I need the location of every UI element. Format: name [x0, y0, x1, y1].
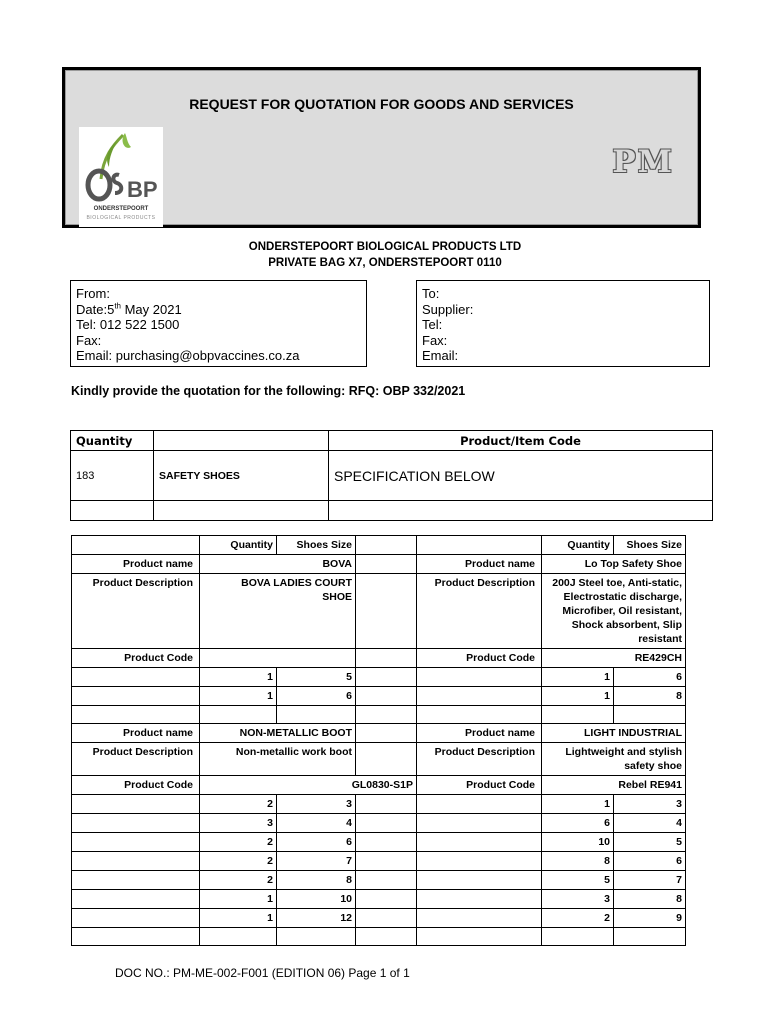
empty-cell [417, 536, 542, 555]
empty-cell [356, 795, 417, 814]
logo-subtitle: ONDERSTEPOORT [93, 206, 149, 212]
empty-cell [417, 852, 542, 871]
empty-cell [72, 706, 200, 724]
from-tel: Tel: 012 522 1500 [76, 317, 180, 332]
size-cell: 4 [277, 814, 356, 833]
empty-cell [356, 890, 417, 909]
product-code [200, 649, 356, 668]
empty-cell [72, 795, 200, 814]
quantity-cell: 3 [542, 890, 614, 909]
size-cell: 7 [614, 871, 686, 890]
product-name: Lo Top Safety Shoe [542, 555, 686, 574]
quantity-cell: 1 [542, 795, 614, 814]
empty-cell [356, 536, 417, 555]
empty-cell [356, 668, 417, 687]
product-name: NON-METALLIC BOOT [200, 724, 356, 743]
size-cell: 9 [614, 909, 686, 928]
quantity-cell: 1 [200, 668, 277, 687]
item-quantity: 183 [71, 451, 154, 501]
size-cell: 6 [277, 687, 356, 706]
document-footer: DOC NO.: PM-ME-002-F001 (EDITION 06) Page 1 of 1 [115, 966, 410, 980]
empty-cell [72, 928, 200, 946]
empty-cell [356, 852, 417, 871]
quantity-cell: 2 [200, 833, 277, 852]
col-quantity-header: Quantity [71, 431, 154, 451]
from-box [70, 280, 367, 367]
empty-cell [356, 555, 417, 574]
product-code: Rebel RE941 [542, 776, 686, 795]
product-name: BOVA [200, 555, 356, 574]
spec-table [71, 535, 686, 946]
size-cell: 8 [614, 687, 686, 706]
product-name-label: Product name [72, 724, 200, 743]
size-cell: 6 [277, 833, 356, 852]
obp-logo-graphic [79, 127, 163, 205]
col-size-header: Shoes Size [614, 536, 686, 555]
quantity-cell: 2 [200, 871, 277, 890]
size-cell: 5 [277, 668, 356, 687]
from-fax: Fax: [76, 332, 102, 348]
logo-subtitle-2: BIOLOGICAL PRODUCTS [86, 215, 156, 221]
to-label: To: [422, 286, 440, 301]
size-cell: 6 [614, 852, 686, 871]
empty-cell [356, 724, 417, 743]
size-cell: 8 [277, 871, 356, 890]
product-name-label: Product name [417, 724, 542, 743]
product-code-label: Product Code [72, 776, 200, 795]
quantity-cell: 5 [542, 871, 614, 890]
empty-cell [417, 833, 542, 852]
to-tel: Tel: [422, 317, 443, 332]
quantity-cell: 1 [542, 668, 614, 687]
request-line: Kindly provide the quotation for the following: RFQ: OBP 332/2021 [71, 384, 466, 398]
empty-cell [417, 706, 542, 724]
empty-cell [72, 890, 200, 909]
quantity-cell: 10 [542, 833, 614, 852]
empty-cell [614, 706, 686, 724]
empty-cell [542, 706, 614, 724]
product-description-label: Product Description [417, 743, 542, 776]
document-header [62, 67, 701, 228]
size-cell: 4 [614, 814, 686, 833]
quantity-cell: 2 [200, 852, 277, 871]
empty-cell [417, 795, 542, 814]
item-spec: SPECIFICATION BELOW [329, 451, 713, 501]
empty-cell [277, 706, 356, 724]
product-code: RE429CH [542, 649, 686, 668]
empty-cell [277, 928, 356, 946]
empty-cell [356, 649, 417, 668]
empty-cell [356, 687, 417, 706]
empty-cell [72, 814, 200, 833]
empty-cell [72, 536, 200, 555]
svg-text:BP: BP [127, 177, 158, 202]
empty-cell [417, 668, 542, 687]
size-cell: 3 [277, 795, 356, 814]
size-cell: 6 [614, 668, 686, 687]
size-cell: 8 [614, 890, 686, 909]
empty-cell [417, 814, 542, 833]
empty-cell [417, 928, 542, 946]
empty-cell [72, 909, 200, 928]
from-label: From: [76, 286, 110, 301]
product-name: LIGHT INDUSTRIAL [542, 724, 686, 743]
product-description-label: Product Description [72, 743, 200, 776]
empty-cell [614, 928, 686, 946]
company-address: PRIVATE BAG X7, ONDERSTEPOORT 0110 [268, 257, 502, 269]
col-quantity-header: Quantity [542, 536, 614, 555]
size-cell: 3 [614, 795, 686, 814]
empty-cell [71, 501, 154, 521]
size-cell: 5 [614, 833, 686, 852]
empty-cell [200, 928, 277, 946]
col-empty-header [154, 431, 329, 451]
product-description-label: Product Description [72, 574, 200, 649]
empty-cell [329, 501, 713, 521]
product-code-label: Product Code [417, 649, 542, 668]
to-supplier: Supplier: [422, 301, 474, 317]
quantity-cell: 1 [200, 687, 277, 706]
to-email: Email: [422, 348, 459, 363]
product-code-label: Product Code [72, 649, 200, 668]
quantity-cell: 2 [542, 909, 614, 928]
empty-cell [200, 706, 277, 724]
product-description: Non-metallic work boot [200, 743, 356, 776]
col-size-header: Shoes Size [277, 536, 356, 555]
empty-cell [356, 871, 417, 890]
company-logo [79, 127, 163, 227]
product-code-label: Product Code [417, 776, 542, 795]
empty-cell [542, 928, 614, 946]
empty-cell [356, 574, 417, 649]
product-description-label: Product Description [417, 574, 542, 649]
from-date: Date:5th May 2021 [76, 301, 182, 317]
empty-cell [356, 814, 417, 833]
empty-cell [154, 501, 329, 521]
quantity-cell: 8 [542, 852, 614, 871]
quantity-cell: 6 [542, 814, 614, 833]
quantity-cell: 3 [200, 814, 277, 833]
empty-cell [356, 706, 417, 724]
empty-cell [356, 743, 417, 776]
empty-cell [72, 833, 200, 852]
quantity-cell: 1 [200, 890, 277, 909]
product-code: GL0830-S1P [200, 776, 417, 795]
col-quantity-header: Quantity [200, 536, 277, 555]
pm-watermark: PM [612, 144, 674, 180]
quantity-cell: 1 [200, 909, 277, 928]
item-name: SAFETY SHOES [154, 451, 329, 501]
empty-cell [72, 668, 200, 687]
empty-cell [356, 833, 417, 852]
empty-cell [417, 890, 542, 909]
empty-cell [417, 909, 542, 928]
size-cell: 10 [277, 890, 356, 909]
empty-cell [417, 687, 542, 706]
product-description: BOVA LADIES COURT SHOE [200, 574, 356, 649]
quantity-cell: 1 [542, 687, 614, 706]
items-table [70, 430, 713, 521]
empty-cell [72, 687, 200, 706]
document-title: REQUEST FOR QUOTATION FOR GOODS AND SERVICES [189, 96, 574, 112]
product-name-label: Product name [417, 555, 542, 574]
empty-cell [72, 852, 200, 871]
to-fax: Fax: [422, 332, 448, 348]
product-name-label: Product name [72, 555, 200, 574]
empty-cell [356, 909, 417, 928]
company-name: ONDERSTEPOORT BIOLOGICAL PRODUCTS LTD [248, 241, 522, 253]
size-cell: 12 [277, 909, 356, 928]
to-box [416, 280, 710, 367]
col-product-header: Product/Item Code [329, 431, 713, 451]
product-description: Lightweight and stylish safety shoe [542, 743, 686, 776]
empty-cell [72, 871, 200, 890]
size-cell: 7 [277, 852, 356, 871]
quantity-cell: 2 [200, 795, 277, 814]
product-description: 200J Steel toe, Anti-static, Electrostatic discharge, Microfiber, Oil resistant, Shock absorbent, Slip resistant [542, 574, 686, 649]
empty-cell [356, 928, 417, 946]
empty-cell [417, 871, 542, 890]
from-email: Email: purchasing@obpvaccines.co.za [76, 348, 300, 363]
